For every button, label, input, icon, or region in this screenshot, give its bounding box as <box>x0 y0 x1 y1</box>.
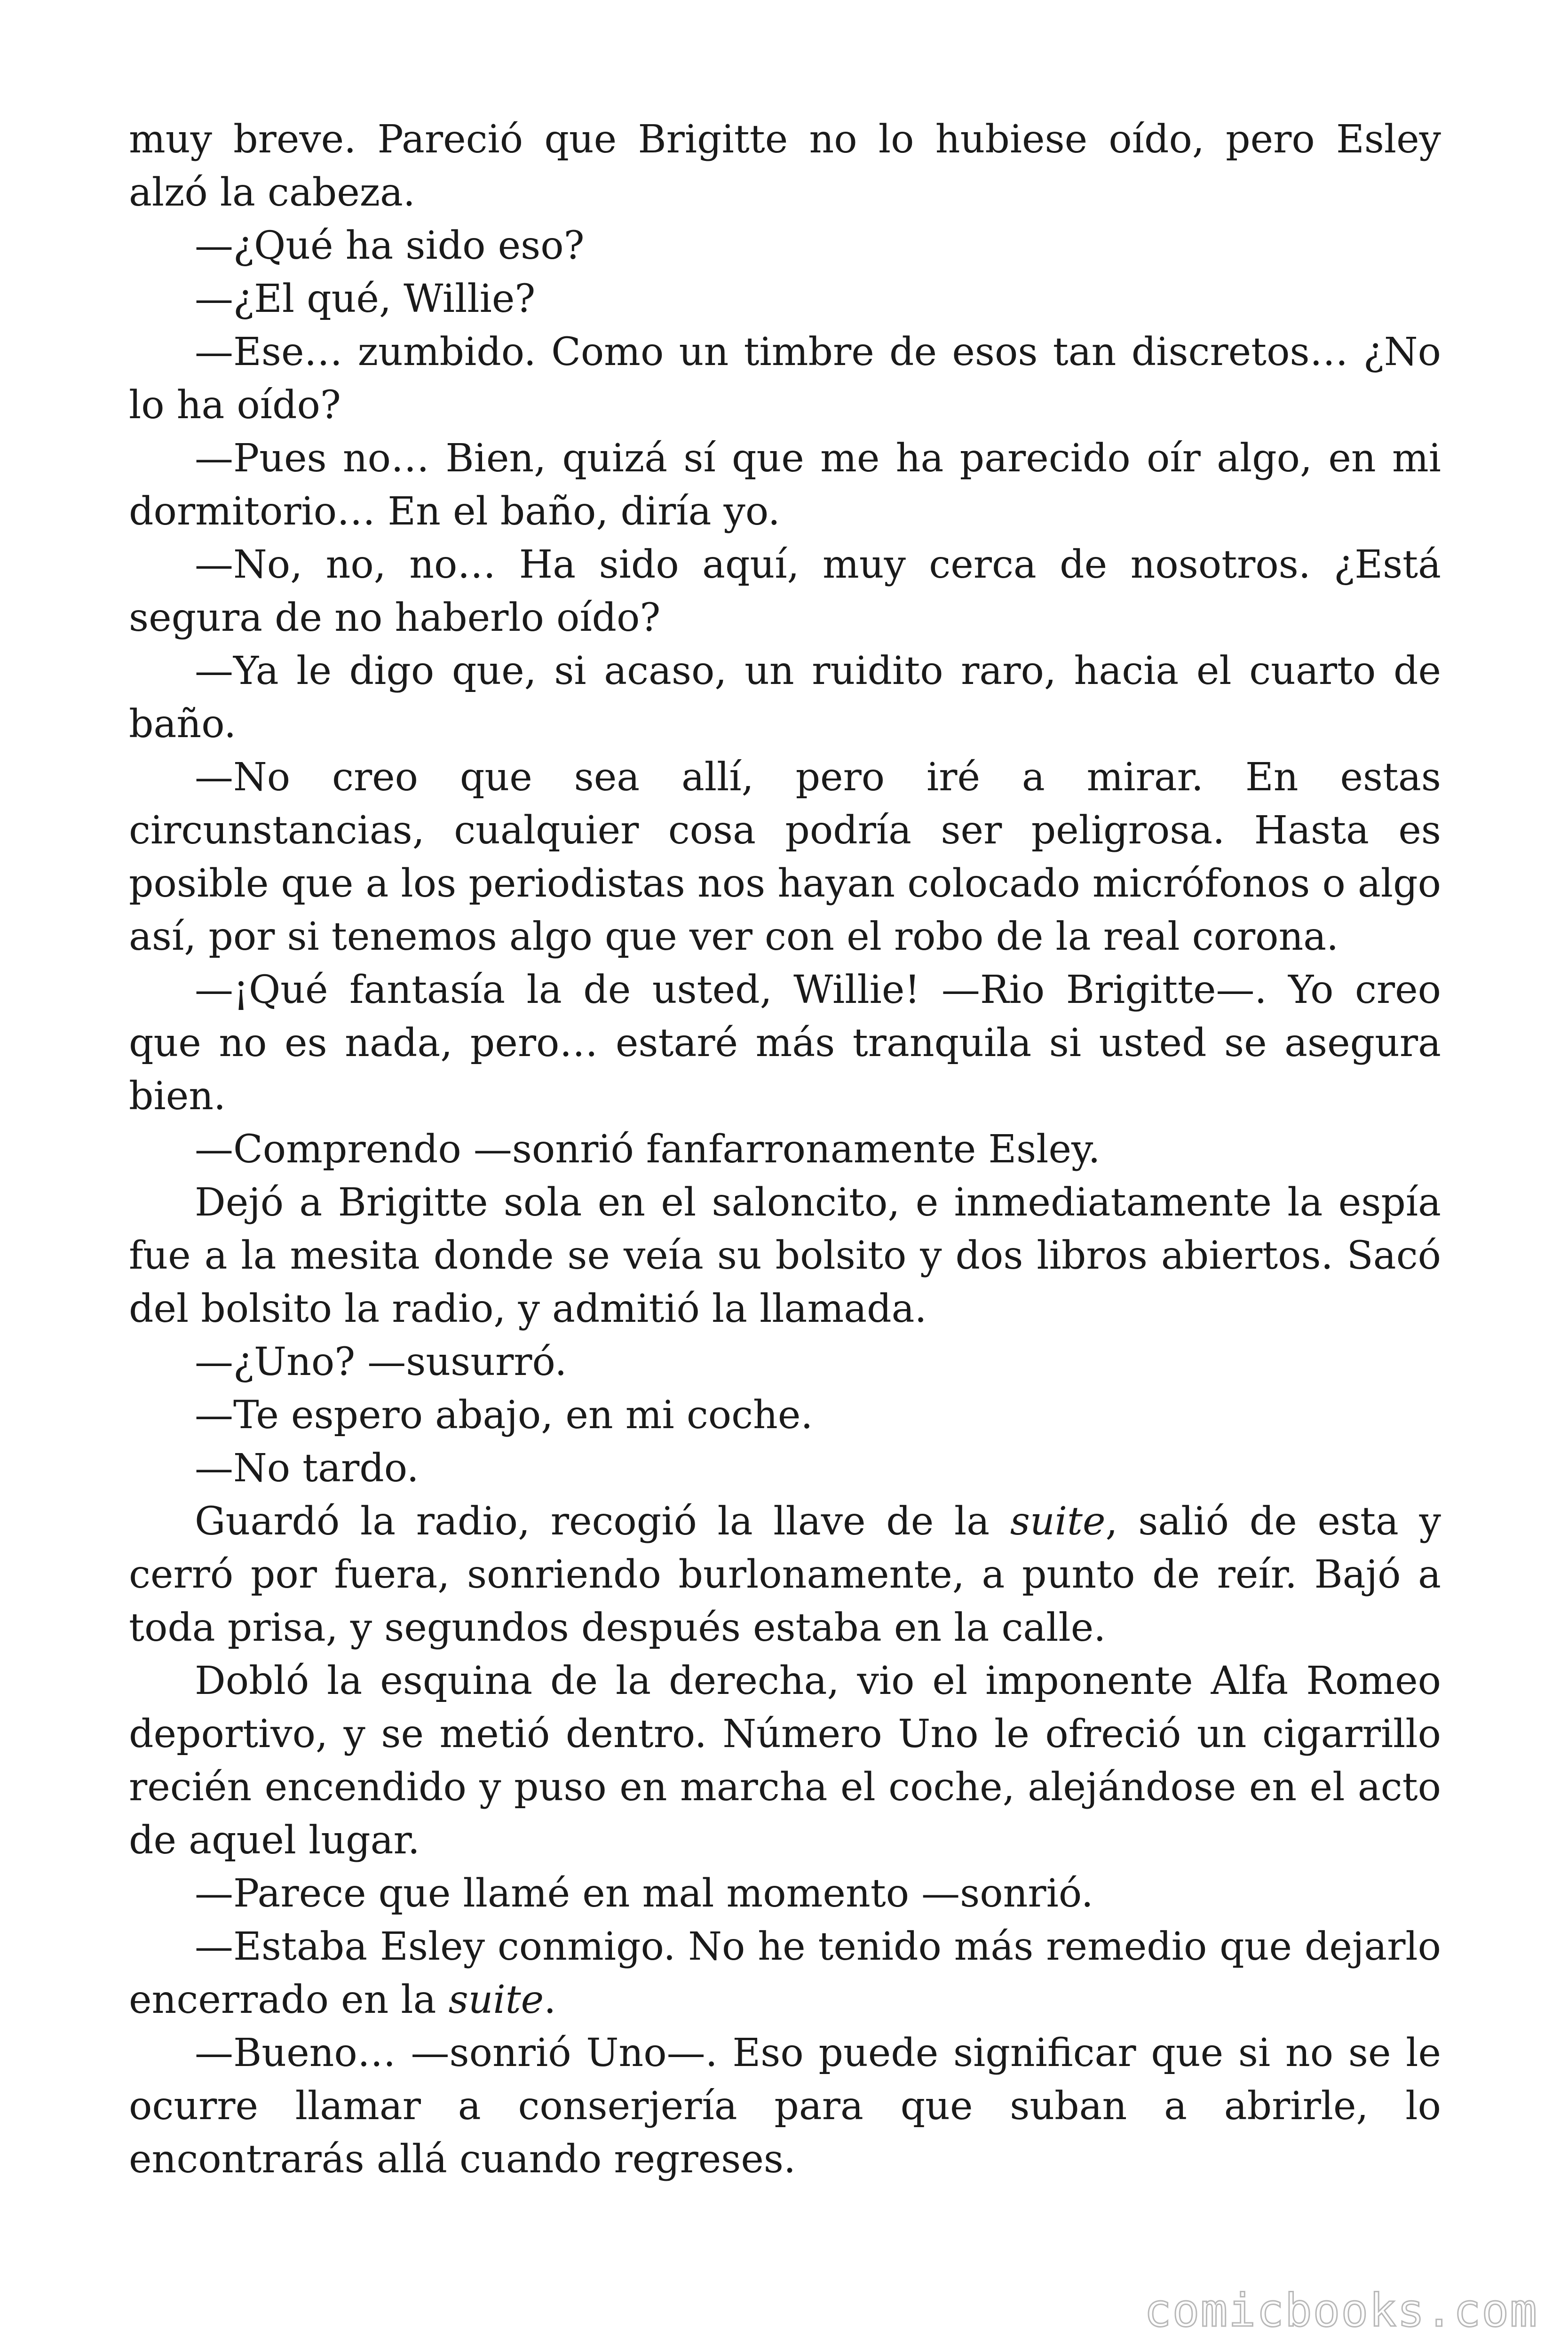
italic-word: suite <box>448 1978 544 2022</box>
italic-word: suite <box>1010 1499 1106 1544</box>
watermark: comicbooks.com <box>1144 2284 1538 2337</box>
paragraph: —¿Uno? —susurró. <box>195 1340 567 1384</box>
paragraph-text: , salió de esta y cerró por fuera, sonriendo burlonamente, a punto de reír. Bajó a toda prisa, y segundos después estaba en la calle. <box>129 1499 1441 1650</box>
paragraph: —No tardo. <box>195 1446 419 1491</box>
paragraph: —Ese… zumbido. Como un timbre de esos tan discretos… ¿No lo ha oído? <box>129 330 1441 428</box>
paragraph: Dejó a Brigitte sola en el saloncito, e inmediatamente la espía fue a la mesita donde se veía su bolsito y dos libros abiertos. Sacó del bolsito la radio, y admitió la llamada. <box>129 1180 1441 1331</box>
paragraph: —No, no, no… Ha sido aquí, muy cerca de nosotros. ¿Está segura de no haberlo oído? <box>129 542 1441 640</box>
paragraph-text: —Estaba Esley conmigo. No he tenido más remedio que dejarlo encerrado en la <box>129 1924 1441 2022</box>
paragraph: —Bueno… —sonrió Uno—. Eso puede significar que si no se le ocurre llamar a conserjería para que suban a abrirle, lo encontrarás allá cuando regreses. <box>129 2031 1441 2182</box>
paragraph: —¿Qué ha sido eso? <box>195 223 585 268</box>
body-text <box>129 113 1441 2186</box>
paragraph-text: Guardó la radio, recogió la llave de la <box>195 1499 1010 1544</box>
paragraph: —Ya le digo que, si acaso, un ruidito raro, hacia el cuarto de baño. <box>129 649 1441 747</box>
paragraph: muy breve. Pareció que Brigitte no lo hubiese oído, pero Esley alzó la cabeza. <box>129 117 1441 215</box>
paragraph-text: . <box>544 1978 556 2022</box>
paragraph: —¿El qué, Willie? <box>195 277 536 321</box>
paragraph: —Pues no… Bien, quizá sí que me ha parecido oír algo, en mi dormitorio… En el baño, diría yo. <box>129 436 1441 534</box>
paragraph <box>129 1920 1441 2026</box>
paragraph: —¡Qué fantasía la de usted, Willie! —Rio Brigitte—. Yo creo que no es nada, pero… estaré más tranquila si usted se asegura bien. <box>129 968 1441 1119</box>
paragraph: Dobló la esquina de la derecha, vio el imponente Alfa Romeo deportivo, y se metió dentro. Número Uno le ofreció un cigarrillo recién encendido y puso en marcha el coche, alejándose en el acto de aquel lugar. <box>129 1659 1441 1863</box>
paragraph <box>129 1495 1441 1654</box>
paragraph: —No creo que sea allí, pero iré a mirar. En estas circunstancias, cualquier cosa podría ser peligrosa. Hasta es posible que a los periodistas nos hayan colocado micrófonos o algo así, por si tenemos algo que ver con el robo de la real corona. <box>129 755 1441 959</box>
paragraph: —Comprendo —sonrió fanfarronamente Esley. <box>195 1127 1101 1172</box>
paragraph: —Te espero abajo, en mi coche. <box>195 1393 813 1438</box>
paragraph: —Parece que llamé en mal momento —sonrió. <box>195 1871 1093 1916</box>
